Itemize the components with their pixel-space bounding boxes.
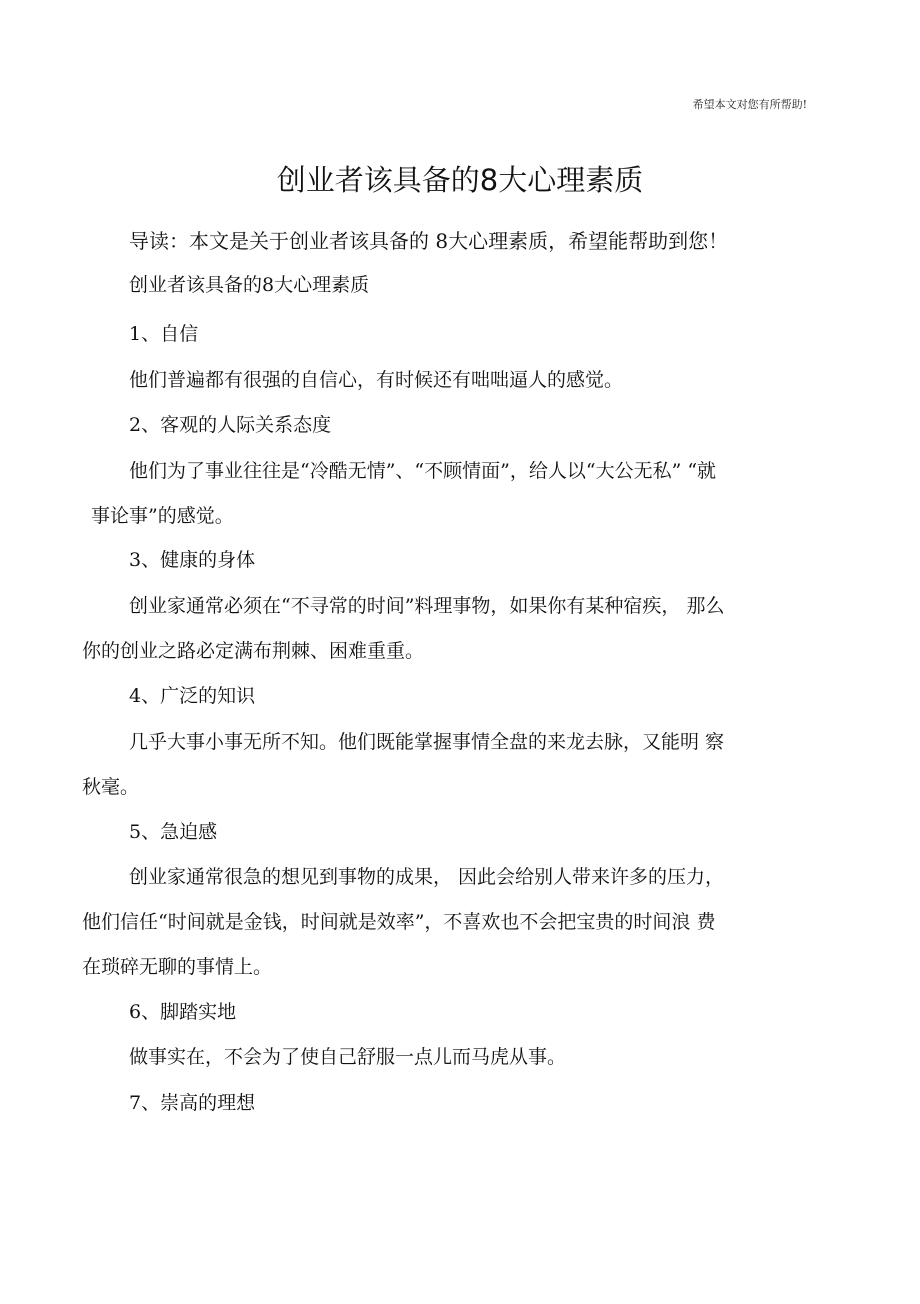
section-heading: 7、崇高的理想 — [129, 1092, 256, 1114]
section-text-line: 做事实在，不会为了使自己舒服一点儿而马虎从事。 — [129, 1046, 567, 1068]
page-title: 创业者该具备的8大心理素质 — [276, 163, 644, 197]
section-text-line: 他们信任“时间就是金钱，时间就是效率”，不喜欢也不会把宝贵的时间浪 费 — [82, 911, 716, 933]
section-text-line: 几乎大事小事无所不知。他们既能掌握事情全盘的来龙去脉，又能明 察 — [129, 731, 725, 753]
section-heading: 4、广泛的知识 — [129, 685, 256, 707]
section-text-line: 他们为了事业往往是“冷酷无情”、“不顾情面”，给人以“大公无私” “就 — [129, 460, 717, 482]
section-text-line: 事论事”的感觉。 — [91, 505, 234, 527]
intro-paragraph: 导读：本文是关于创业者该具备的 8大心理素质，希望能帮助到您！ — [129, 229, 729, 253]
header-note: 希望本文对您有所帮助! — [692, 98, 807, 111]
section-heading: 2、客观的人际关系态度 — [129, 414, 332, 436]
section-text-line: 在琐碎无聊的事情上。 — [82, 956, 273, 978]
section-text-line: 他们普遍都有很强的自信心，有时候还有咄咄逼人的感觉。 — [129, 369, 624, 391]
section-text-line: 创业家通常很急的想见到事物的成果， 因此会给别人带来许多的压力， — [129, 866, 725, 888]
section-text-line: 你的创业之路必定满布荆棘、困难重重。 — [82, 640, 425, 662]
section-text-line: 创业家通常必须在“不寻常的时间”料理事物，如果你有某种宿疾， 那么 — [129, 595, 725, 617]
section-heading: 5、急迫感 — [129, 821, 218, 843]
section-text-line: 秋毫。 — [82, 776, 140, 798]
section-heading: 6、脚踏实地 — [129, 1001, 237, 1023]
section-heading: 1、自信 — [129, 323, 199, 345]
section-heading: 3、健康的身体 — [129, 549, 256, 571]
subtitle-line: 创业者该具备的8大心理素质 — [129, 274, 370, 296]
